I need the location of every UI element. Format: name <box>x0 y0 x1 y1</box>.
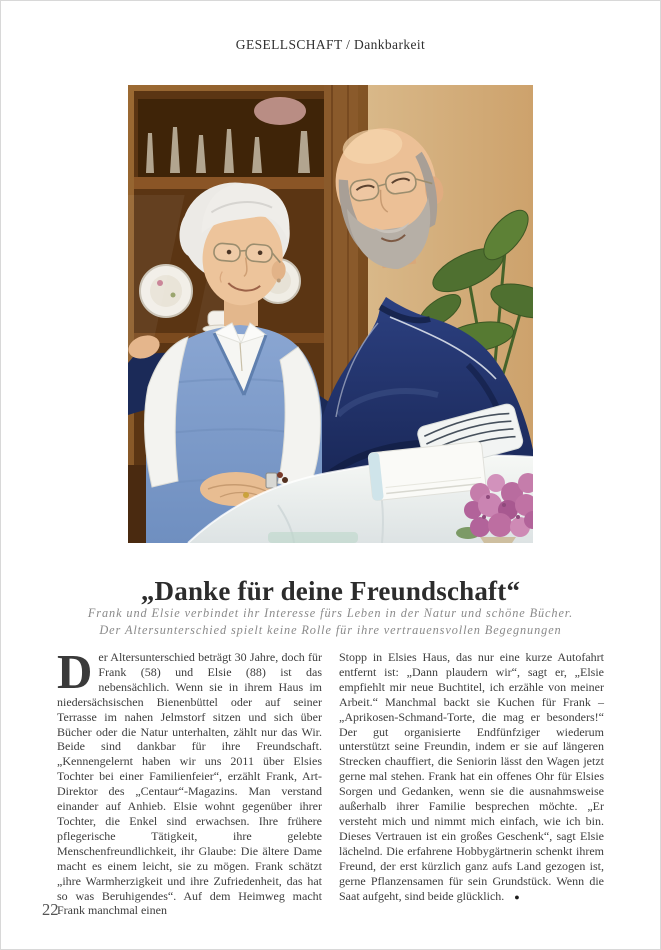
body-column-right-text: Stopp in Elsies Haus, das nur eine kurze Autofahrt entfernt ist: „Dann plaudern wir“, sagt er, „Elsie empfiehlt mir neue Buchtitel, ich erzähle von meiner Arbeit.“ Manchmal backt sie Kuchen für Frank – „Aprikosen-Schmand-Torte, die mag er besonders!“ Der gut organisierte Endfünfziger wiederum unterstützt seine Freundin, indem er sie auf längeren Strecken chauffiert, die Seniorin lässt den Wagen jetzt gerne mal stehen. Frank hat ein offenes Ohr für Elsies Sorgen und Gedanken, wenn sie die ausnahmsweise außerhalb ihrer Familie besprechen möchte. „Er versteht mich und nimmt mich einfach, wie ich bin. Dieses Vertrauen ist ein großes Geschenk“, sagt Elsie lächelnd. Die erfahrene Hobbygärtnerin schenkt ihrem Freund, der erst kürzlich ganz aufs Land gezogen ist, gerne Pflanzensamen für sein Grundstück. Wenn die Saat aufgeht, sind beide glücklich. <box>339 650 604 903</box>
page-number: 22 <box>42 900 59 919</box>
subtitle-line-2: Der Altersunterschied spielt keine Rolle für ihre vertrauensvollen Begegnungen <box>99 622 562 637</box>
body-column-left <box>57 644 322 918</box>
article-body <box>57 644 604 918</box>
drop-cap: D <box>57 644 93 699</box>
flower-vase <box>480 537 516 543</box>
body-column-left-text: er Altersunterschied beträgt 30 Jahre, doch für Frank (58) und Elsie (88) ist das nebensächlich. Wenn sie in ihrem Haus im niedersächsischen Bienenbüttel oder auf seiner Terrasse im nahen Jelmstorf sitzen und sich über Bücher oder die Natur unterhalten, zählt nur das Wir. Beide sind dankbar für ihre Freundschaft. „Kennengelernt haben wir uns 2011 über Elsies Tochter bei einer Familienfeier“, erzählt Frank, Art-Direktor des „Centaur“-Magazins. Man verstand einander auf Anhieb. Elsie wohnt gegenüber ihrer Tochter, die Enkel sind erwachsen. Ihre frühere pflegerische Tätigkeit, ihre gelebte Menschenfreundlichkeit, ihr Glaube: Die ältere Dame macht es einem leicht, sie zu mögen. Frank schätzt „ihre Warmherzigkeit und ihre Zufriedenheit, das hat so was Beruhigendes“. Auf dem Heimweg macht Frank manchmal einen <box>57 650 322 918</box>
article-title: „Danke für deine Freundschaft“ <box>140 576 521 607</box>
dried-flowers <box>254 97 306 125</box>
photo-illustration <box>128 85 533 543</box>
end-mark: ● <box>514 891 520 902</box>
body-column-right <box>339 650 604 918</box>
article-subtitle <box>30 605 631 638</box>
wristwatch <box>266 473 277 488</box>
ring <box>243 492 249 498</box>
article-photo <box>128 85 533 543</box>
section-header: GESELLSCHAFT / Dankbarkeit <box>235 37 426 52</box>
subtitle-line-1: Frank und Elsie verbindet ihr Interesse fürs Leben in der Natur und schöne Bücher. <box>87 606 574 620</box>
